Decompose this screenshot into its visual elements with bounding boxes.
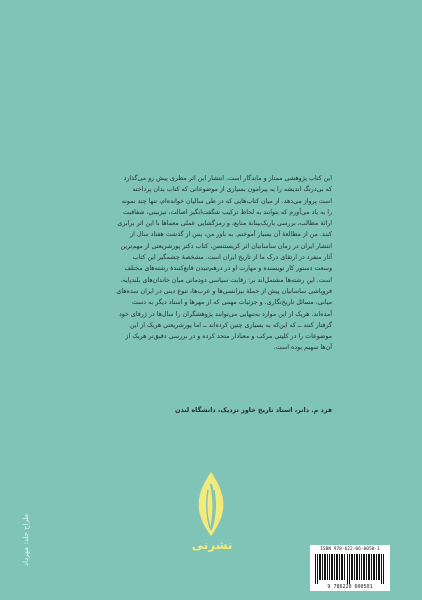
quote-attribution: فرد م. دانر، استاد تاریخ خاور نزدیک، دانشگاه لندن bbox=[175, 406, 332, 414]
blurb-line: میانی، مسائل تاریخ‌نگاری، و جزئیات مهمی که از مهرها و اسناد دیگر به دست bbox=[131, 299, 332, 307]
blurb-line: موضوعات را در کلیتی مرکب و معنادار متحد کرده و در بررسی دقیق‌تر هریک از bbox=[125, 333, 332, 341]
blurb-line: آثار منفرد در ارتقای درک ما از تاریخ ایران است. مشخصهٔ چشمگیر این کتاب bbox=[132, 254, 332, 262]
blurb-line: ارائهٔ مطالب، بررسی باریک‌بینانهٔ منابع، و رمزگشایی عملی معماها با این اثر برابری bbox=[117, 220, 332, 228]
blurb-line: این کتاب پژوهشی ممتاز و ماندگار است. انتشار این اثر مطری پیش رو می‌گذارد bbox=[123, 175, 332, 182]
publisher-name: نشرنی bbox=[191, 538, 233, 552]
barcode-bars-icon bbox=[314, 554, 386, 584]
blurb-line: انتشار ایران در زمان ساسانیان اثر کریستنسن، کتاب دکتر پورشریعتی از مهم‌ترین bbox=[120, 242, 332, 250]
blurb-line: وسعت دستور کار نویسنده و مهارت او در درهم‌تنیدن قانع‌کنندهٔ رشته‌های مختلف bbox=[124, 265, 332, 273]
blurb-line: را به یاد می‌آورم که بتوانند به لحاظ ترکیب شگفت‌انگیز اصالت، تیزبینی، شفافیت bbox=[123, 208, 332, 216]
blurb-line: کنند. من از مطالعهٔ آن بسیار آموختم. به باور من، پس از گذشت هفتاد سال از bbox=[130, 231, 332, 239]
blurb-line: آمده‌اند. هریک از این موارد به‌تنهایی می‌توانند پژوهشگران را سال‌ها در ژرفای خود bbox=[118, 310, 332, 318]
cover-designer-credit: طراح جلد: مهرداد bbox=[22, 513, 30, 566]
blurb-line: است پرواز می‌دهد. از میان کتاب‌هایی که در طی سالیان خوانده‌ام، تنها چند نمونه bbox=[121, 197, 332, 205]
barcode-number: 9 786220 600501 bbox=[327, 584, 373, 590]
blurb-line: گرفتار کنند ــ که این‌که به بسیاری چنین کرده‌اند ــ اما پورشریعتی هریک از این bbox=[129, 321, 332, 329]
blurb-line: است. این رشته‌ها مشتمل‌اند بر: رقابت سیاسی دودمانی میان خاندان‌های بلندپایه، bbox=[120, 276, 332, 284]
blurb-text bbox=[92, 173, 332, 354]
blurb-line: که بی‌درنگ اندیشه را به پیرامون بسیاری از موضوعاتی که کتاب بدان پرداخته bbox=[132, 186, 332, 194]
blurb-line: آن‌ها سهیم بوده است. bbox=[273, 344, 332, 352]
isbn-text: ISBN 978-622-06-0050-1 bbox=[320, 547, 380, 552]
barcode bbox=[310, 545, 390, 591]
blurb-line: فروپاشی ساسانیان پیش از حملهٔ بیزانسی‌ها و عرب‌ها، تنوع دینی در ایران سده‌های bbox=[116, 287, 332, 295]
